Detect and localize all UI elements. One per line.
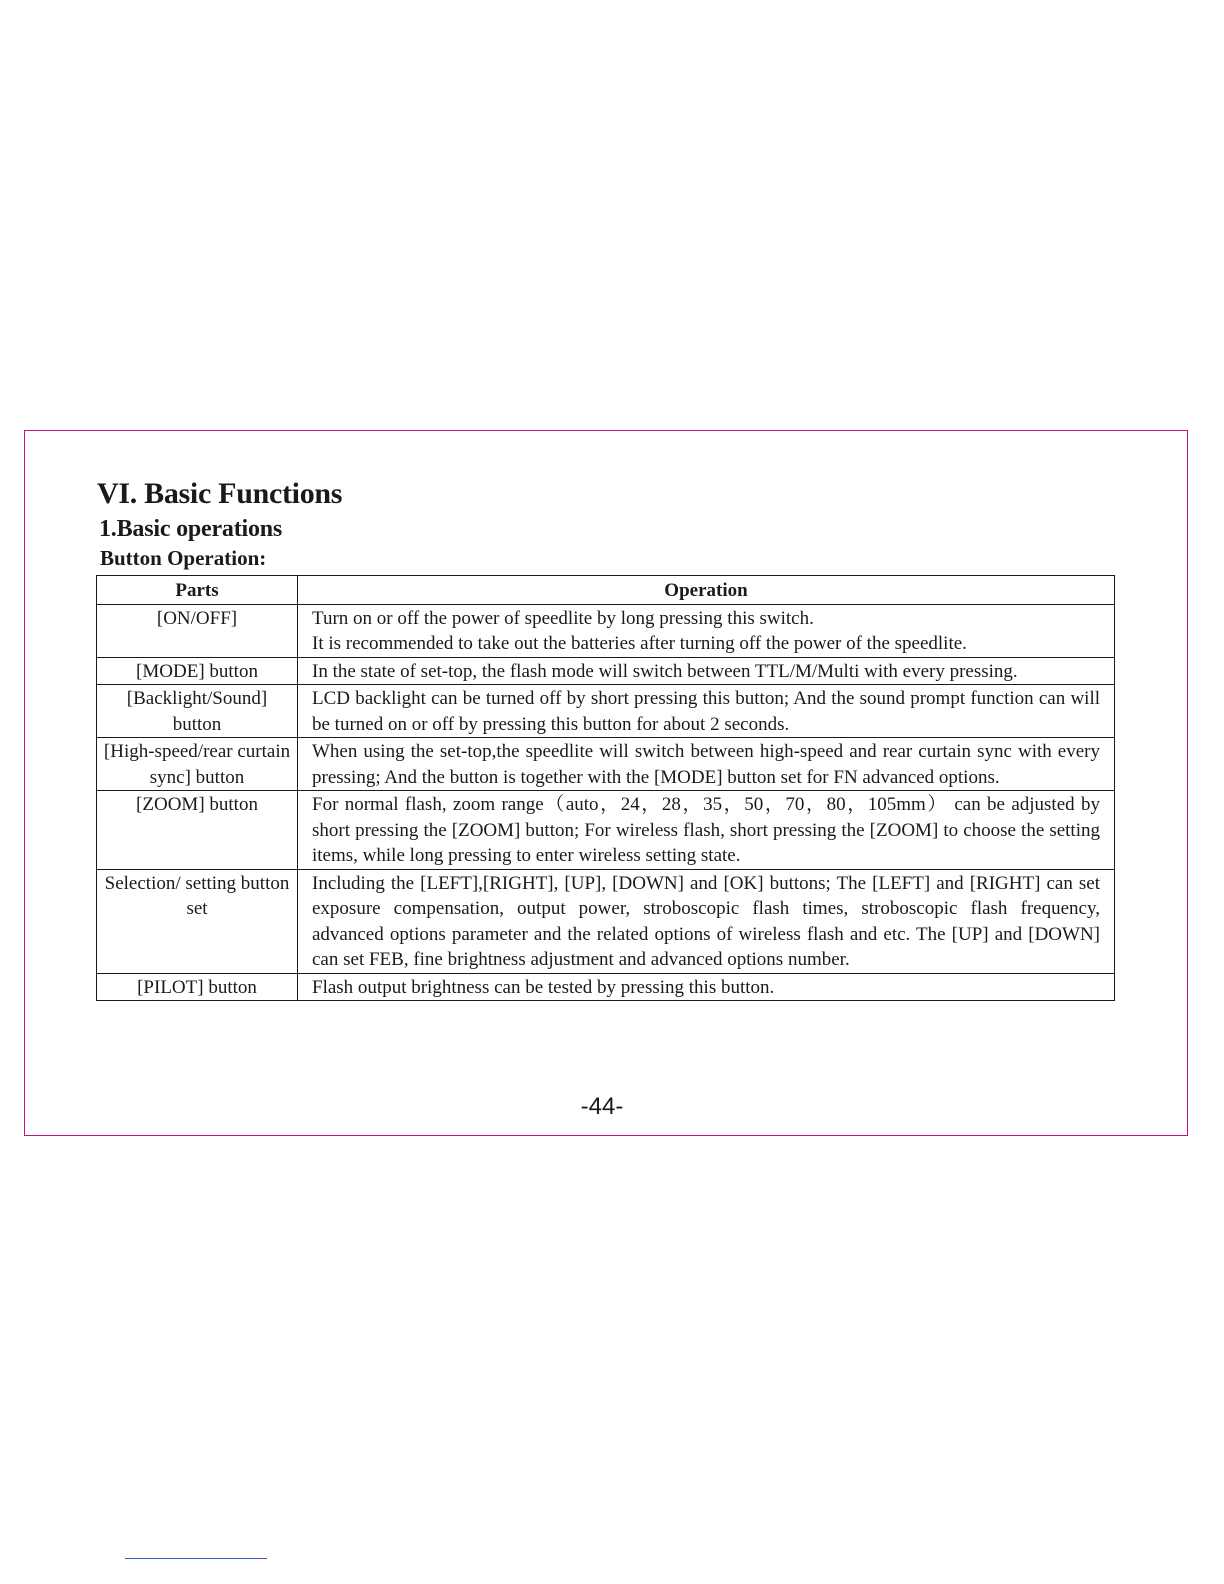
table-row bbox=[97, 869, 1115, 973]
operation-cell: LCD backlight can be turned off by short pressing this button; And the sound prompt function can will be turned on or off by pressing this button for about 2 seconds. bbox=[298, 685, 1115, 738]
subsection-title: 1.Basic operations bbox=[99, 516, 283, 542]
operation-line: Turn on or off the power of speedlite by long pressing this switch. bbox=[312, 607, 814, 629]
table-row bbox=[97, 657, 1115, 685]
footnote-rule bbox=[125, 1558, 267, 1559]
table-header-row bbox=[97, 576, 1115, 605]
part-cell: [Backlight/Sound] button bbox=[97, 685, 298, 738]
operation-cell bbox=[298, 604, 1115, 657]
part-cell: Selection/ setting button set bbox=[97, 869, 298, 973]
part-cell: [ON/OFF] bbox=[97, 604, 298, 657]
table-caption: Button Operation: bbox=[100, 546, 267, 570]
operation-cell: In the state of set-top, the flash mode will switch between TTL/M/Multi with every pressing. bbox=[298, 657, 1115, 685]
table-row bbox=[97, 685, 1115, 738]
section-title: VI. Basic Functions bbox=[97, 477, 343, 510]
operation-cell: Including the [LEFT],[RIGHT], [UP], [DOWN] and [OK] buttons; The [LEFT] and [RIGHT] can set exposure compensation, output power, stroboscopic flash times, stroboscopic flash frequency, advanced options parameter and the related options of wireless flash and etc. The [UP] and [DOWN] can set FEB, fine brightness adjustment and advanced options number. bbox=[298, 869, 1115, 973]
operation-cell: For normal flash, zoom range（auto，24，28，35，50，70，80，105mm） can be adjusted by short pressing the [ZOOM] button; For wireless flash, short pressing the [ZOOM] to choose the setting items, while long pressing to enter wireless setting state. bbox=[298, 791, 1115, 870]
table-row bbox=[97, 604, 1115, 657]
operation-line: It is recommended to take out the batteries after turning off the power of the speedlite. bbox=[312, 633, 967, 654]
page-number: -44- bbox=[580, 1093, 624, 1120]
operation-cell: Flash output brightness can be tested by pressing this button. bbox=[298, 973, 1115, 1001]
header-parts: Parts bbox=[97, 576, 298, 605]
button-operation-table bbox=[96, 575, 1115, 1001]
table-row bbox=[97, 738, 1115, 791]
operation-cell: When using the set-top,the speedlite will switch between high-speed and rear curtain sync with every pressing; And the button is together with the [MODE] button set for FN advanced options. bbox=[298, 738, 1115, 791]
part-cell: [ZOOM] button bbox=[97, 791, 298, 870]
part-cell: [PILOT] button bbox=[97, 973, 298, 1001]
part-cell: [High-speed/rear curtain sync] button bbox=[97, 738, 298, 791]
table-row bbox=[97, 973, 1115, 1001]
table-row bbox=[97, 791, 1115, 870]
part-cell: [MODE] button bbox=[97, 657, 298, 685]
header-operation: Operation bbox=[298, 576, 1115, 605]
